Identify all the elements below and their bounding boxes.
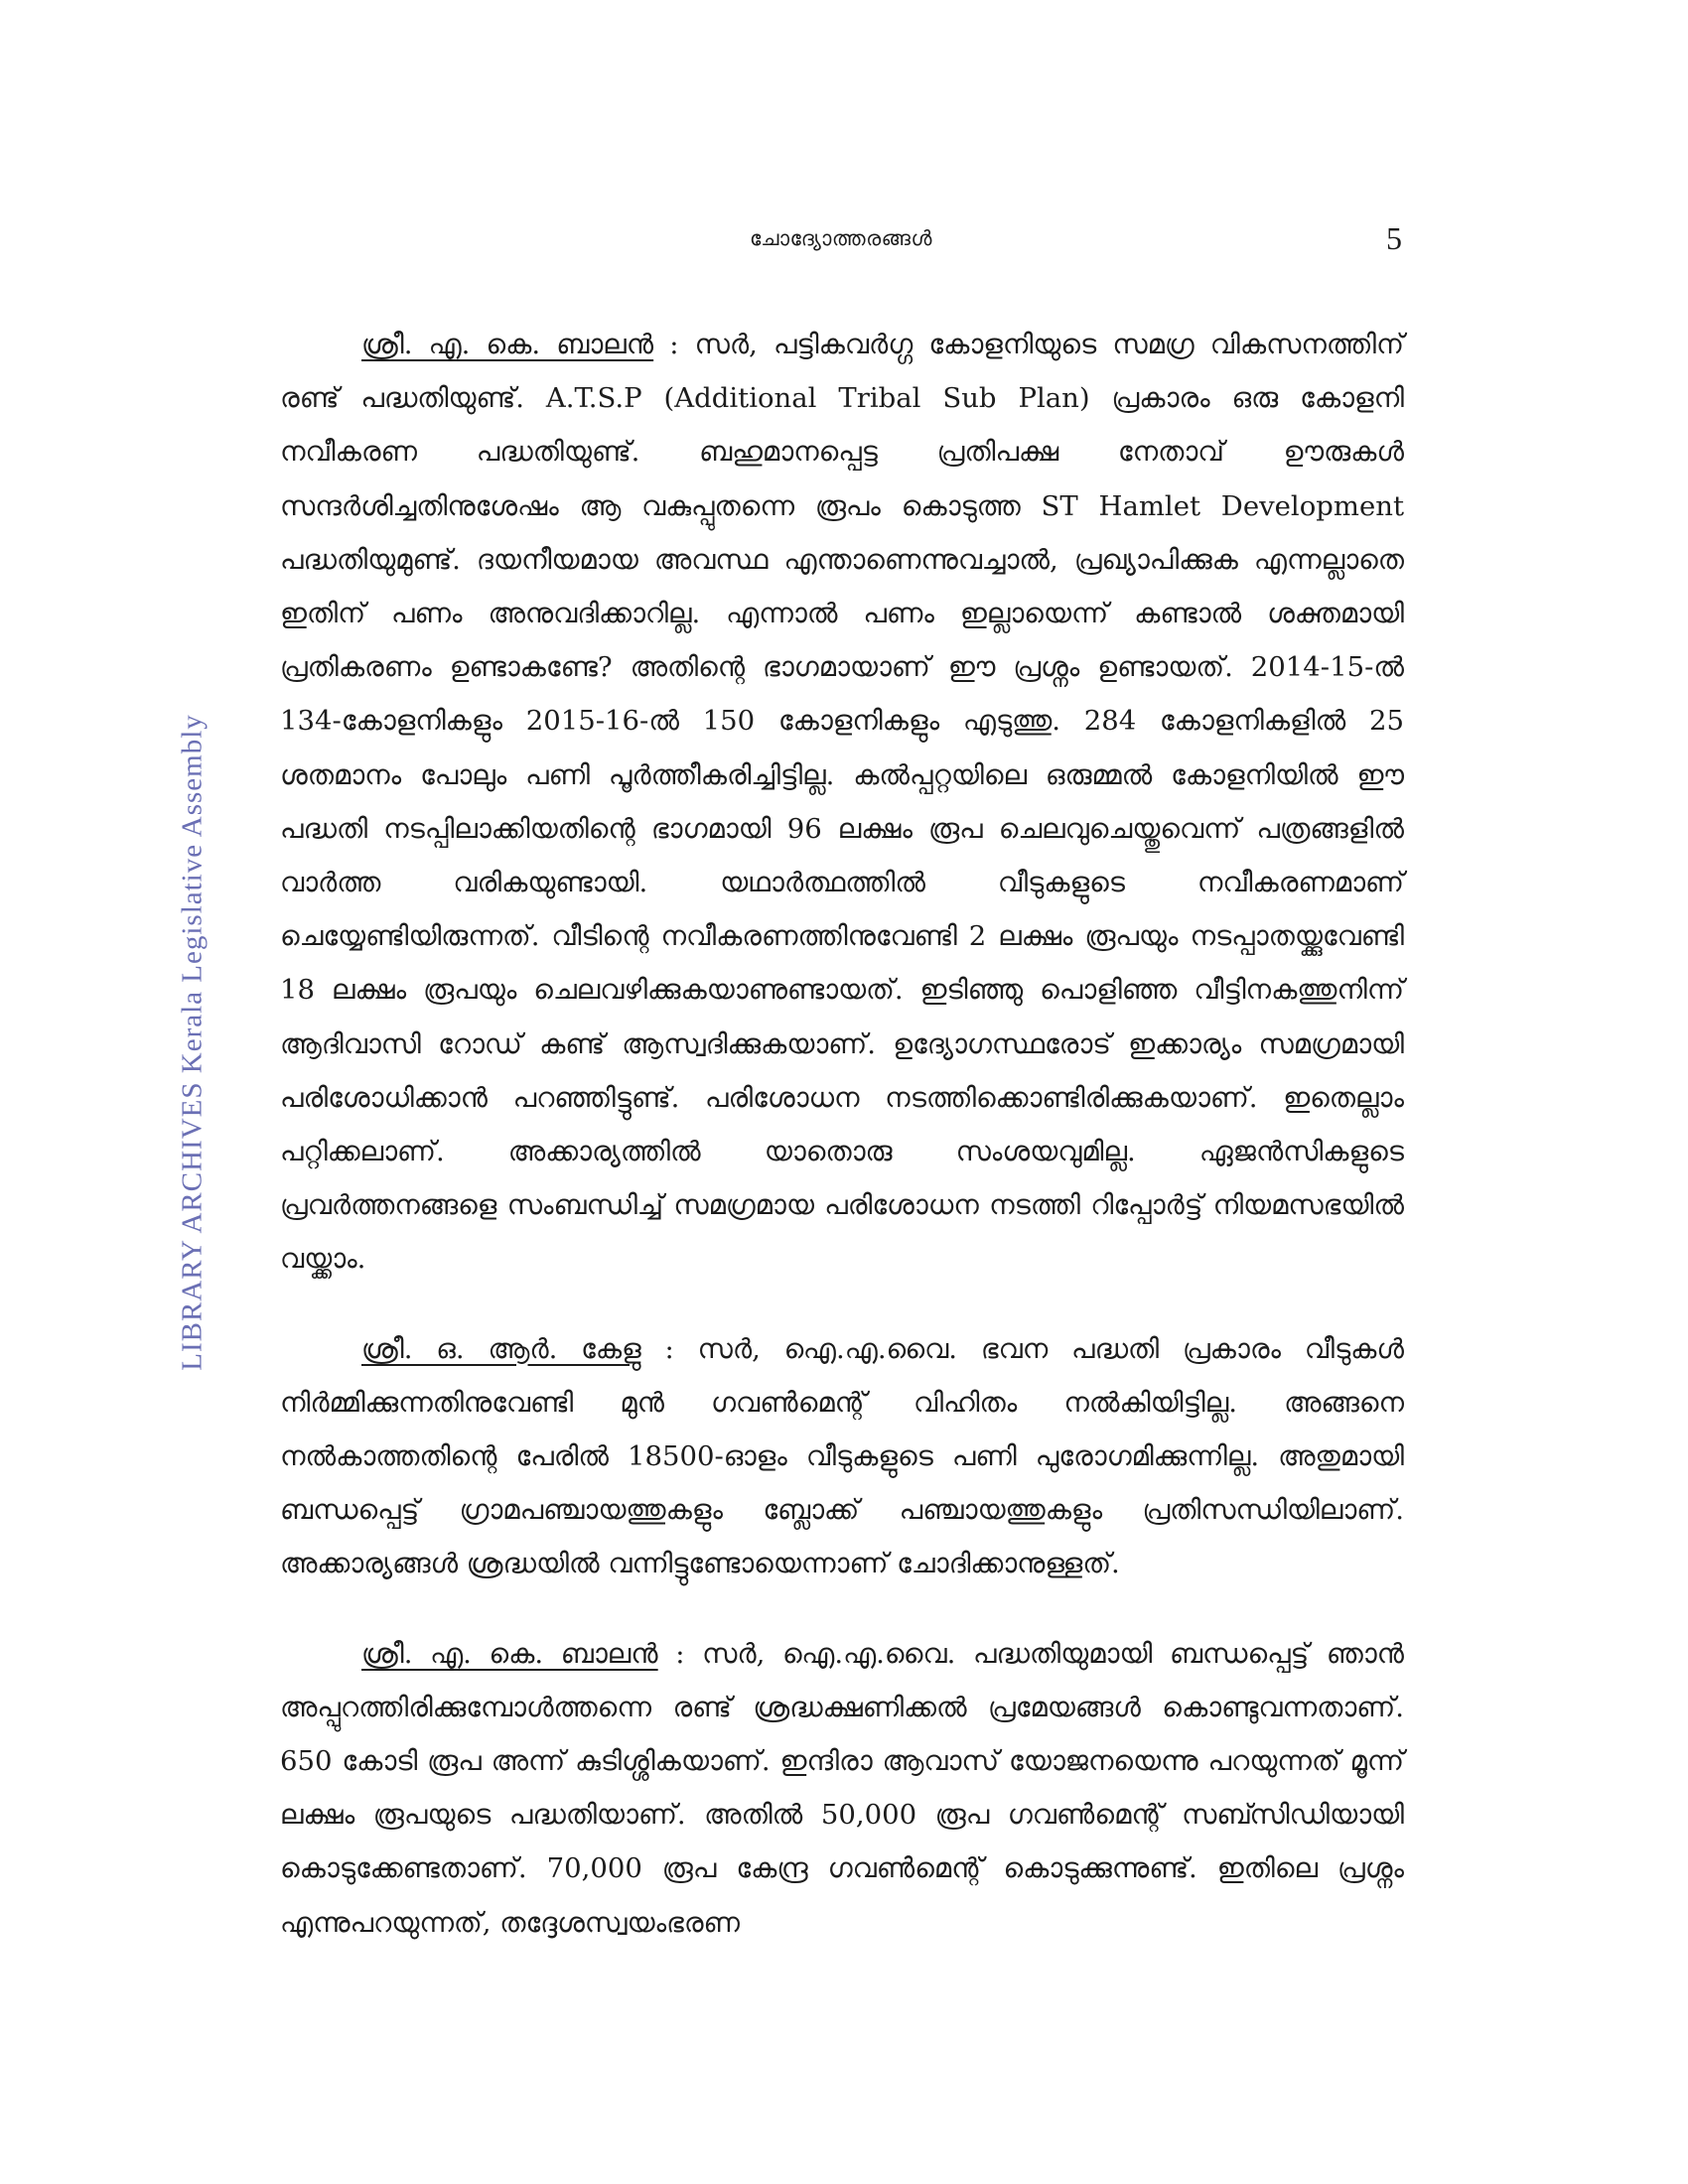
speaker-name: ശ്രീ. എ. കെ. ബാലൻ: [361, 1637, 658, 1670]
paragraph-text: : സർ, ഐ.എ.വൈ. പദ്ധതിയുമായി ബന്ധപ്പെട്ട് ഞാൻ അപ്പുറത്തിരിക്കുമ്പോൾത്തന്നെ രണ്ട് ശ്രദ്ധക്ഷണിക്കൽ പ്രമേയങ്ങൾ കൊണ്ടുവന്നതാണ്. 650 കോടി രൂപ അന്ന് കുടിശ്ശികയാണ്. ഇന്ദിരാ ആവാസ് യോജനയെന്നു പറയുന്നത് മൂന്ന് ലക്ഷം രൂപയുടെ പദ്ധതിയാണ്. അതിൽ 50,000 രൂപ ഗവൺമെന്റ് സബ്സിഡിയായി കൊടുക്കേണ്ടതാണ്. 70,000 രൂപ കേന്ദ്ര ഗവൺമെന്റ് കൊടുക്കുന്നുണ്ട്. ഇതിലെ പ്രശ്നം എന്നുപറയുന്നത്, തദ്ദേശസ്വയംഭരണ: [280, 1637, 1405, 1939]
speaker-name: ശ്രീ. എ. കെ. ബാലൻ: [361, 329, 654, 360]
page-number: 5: [1386, 220, 1402, 256]
paragraph-2: [280, 1322, 1404, 1591]
archive-watermark: LIBRARY ARCHIVES Kerala Legislative Assembly: [176, 714, 209, 1371]
paragraph-text: : സർ, പട്ടികവർഗ്ഗ കോളനിയുടെ സമഗ്ര വികസനത്തിന് രണ്ട് പദ്ധതിയുണ്ട്. A.T.S.P (Additional Tribal Sub Plan) പ്രകാരം ഒരു കോളനി നവീകരണ പദ്ധതിയുണ്ട്. ബഹുമാനപ്പെട്ട പ്രതിപക്ഷ നേതാവ് ഊരുകൾ സന്ദർശിച്ചതിനുശേഷം ആ വകുപ്പുതന്നെ രൂപം കൊടുത്ത ST Hamlet Development പദ്ധതിയുമുണ്ട്. ദയനീയമായ അവസ്ഥ എന്താണെന്നുവച്ചാൽ, പ്രഖ്യാപിക്കുക എന്നല്ലാതെ ഇതിന് പണം അനുവദിക്കാറില്ല. എന്നാൽ പണം ഇല്ലായെന്ന് കണ്ടാൽ ശക്തമായി പ്രതികരണം ഉണ്ടാകണ്ടേ? അതിന്റെ ഭാഗമായാണ് ഈ പ്രശ്നം ഉണ്ടായത്. 2014-15-ൽ 134-കോളനികളും 2015-16-ൽ 150 കോളനികളും എടുത്തു. 284 കോളനികളിൽ 25 ശതമാനം പോലും പണി പൂർത്തീകരിച്ചിട്ടില്ല. കൽപ്പറ്റയിലെ ഒരുമ്മൽ കോളനിയിൽ ഈ പദ്ധതി നടപ്പിലാക്കിയതിന്റെ ഭാഗമായി 96 ലക്ഷം രൂപ ചെലവുചെയ്തുവെന്ന് പത്രങ്ങളിൽ വാർത്ത വരികയുണ്ടായി. യഥാർത്ഥത്തിൽ വീടുകളുടെ നവീകരണമാണ് ചെയ്യേണ്ടിയിരുന്നത്. വീടിന്റെ നവീകരണത്തിനുവേണ്ടി 2 ലക്ഷം രൂപയും നടപ്പാതയ്ക്കുവേണ്ടി 18 ലക്ഷം രൂപയും ചെലവഴിക്കുകയാണുണ്ടായത്. ഇടിഞ്ഞു പൊളിഞ്ഞ വീട്ടിനകത്തുനിന്ന് ആദിവാസി റോഡ് കണ്ട് ആസ്വദിക്കുകയാണ്. ഉദ്യോഗസ്ഥരോട് ഇക്കാര്യം സമഗ്രമായി പരിശോധിക്കാൻ പറഞ്ഞിട്ടുണ്ട്. പരിശോധന നടത്തിക്കൊണ്ടിരിക്കുകയാണ്. ഇതെല്ലാം പറ്റിക്കലാണ്. അക്കാര്യത്തിൽ യാതൊരു സംശയവുമില്ല. ഏജൻസികളുടെ പ്രവർത്തനങ്ങളെ സംബന്ധിച്ച് സമഗ്രമായ പരിശോധന നടത്തി റിപ്പോർട്ട് നിയമസഭയിൽ വയ്ക്കാം.: [280, 329, 1405, 1276]
running-header: [280, 220, 1402, 260]
running-title: ചോദ്യോത്തരങ്ങൾ: [749, 226, 933, 250]
paragraph-3: [280, 1627, 1404, 1950]
proceedings-body: [280, 318, 1404, 1985]
paragraph-1: [280, 318, 1404, 1287]
paragraph-text: : സർ, ഐ.എ.വൈ. ഭവന പദ്ധതി പ്രകാരം വീടുകൾ നിർമ്മിക്കുന്നതിനുവേണ്ടി മുൻ ഗവൺമെന്റ് വിഹിതം നൽകിയിട്ടില്ല. അങ്ങനെ നൽകാത്തതിന്റെ പേരിൽ 18500-ഓളം വീടുകളുടെ പണി പുരോഗമിക്കുന്നില്ല. അതുമായി ബന്ധപ്പെട്ട് ഗ്രാമപഞ്ചായത്തുകളും ബ്ലോക്ക് പഞ്ചായത്തുകളും പ്രതിസന്ധിയിലാണ്. അക്കാര്യങ്ങൾ ശ്രദ്ധയിൽ വന്നിട്ടുണ്ടോയെന്നാണ് ചോദിക്കാനുള്ളത്.: [280, 1332, 1404, 1580]
speaker-name: ശ്രീ. ഒ. ആർ. കേളു: [361, 1332, 641, 1365]
